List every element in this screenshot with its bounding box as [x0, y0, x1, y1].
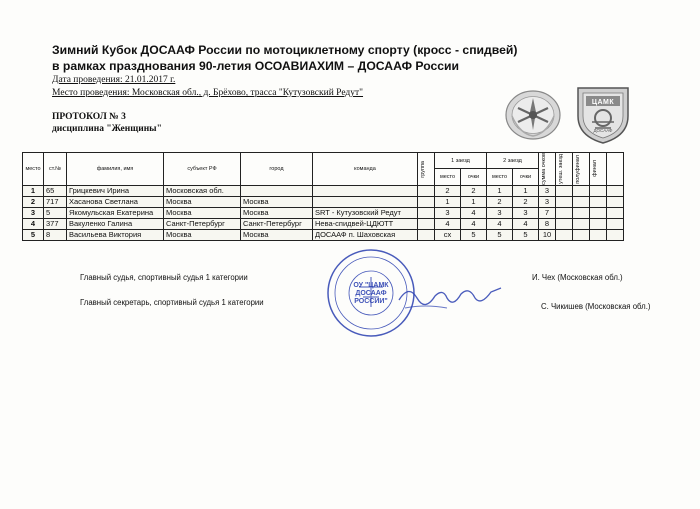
title-line-1: Зимний Кубок ДОСААФ России по мотоциклетному спорту (кросс - спидвей): [52, 43, 518, 57]
cell-semifinal: [573, 218, 590, 229]
header-name: фамилия, имя: [67, 153, 164, 186]
cell-semifinal: [573, 185, 590, 196]
cell-final: [590, 229, 607, 240]
cell-place: 3: [23, 207, 44, 218]
cell-heat2-place: 4: [487, 218, 513, 229]
results-table: [22, 152, 624, 241]
cell-place: 4: [23, 218, 44, 229]
cell-tiebreak: [556, 229, 573, 240]
tsamk-shield-logo: [572, 82, 634, 146]
cell-extra: [607, 196, 624, 207]
cell-number: 8: [44, 229, 67, 240]
cell-tiebreak: [556, 207, 573, 218]
cell-group: [418, 229, 435, 240]
cell-extra: [607, 229, 624, 240]
cell-semifinal: [573, 196, 590, 207]
cell-heat2-place: 1: [487, 185, 513, 196]
cell-heat1-points: 2: [461, 185, 487, 196]
chief-secretary-name: С. Чикишев (Московская обл.): [541, 302, 651, 311]
cell-place: 1: [23, 185, 44, 196]
cell-team: SRT - Кутузовский Редут: [313, 207, 418, 218]
cell-number: 5: [44, 207, 67, 218]
cell-tiebreak: [556, 185, 573, 196]
discipline-label: дисциплина "Женщины": [52, 124, 162, 134]
cell-place: 2: [23, 196, 44, 207]
cell-city: [241, 185, 313, 196]
cell-heat1-points: 4: [461, 218, 487, 229]
header-heat-1: 1 заезд: [435, 153, 487, 169]
cell-heat1-place: сх: [435, 229, 461, 240]
cell-sum: 8: [539, 218, 556, 229]
cell-semifinal: [573, 229, 590, 240]
header-city: город: [241, 153, 313, 186]
chief-judge-name: И. Чех (Московская обл.): [532, 273, 623, 282]
cell-region: Санкт-Петербург: [164, 218, 241, 229]
header-sum: сумма очков: [539, 153, 556, 186]
table-row: [23, 229, 624, 240]
cell-region: Москва: [164, 229, 241, 240]
cell-city: Москва: [241, 196, 313, 207]
cell-region: Москва: [164, 207, 241, 218]
header-final: финал: [590, 153, 607, 186]
cell-name: Васильева Виктория: [67, 229, 164, 240]
cell-sum: 10: [539, 229, 556, 240]
table-row: [23, 218, 624, 229]
chief-judge-title: Главный судья, спортивный судья 1 категории: [80, 273, 248, 282]
svg-text:ЦАМК: ЦАМК: [591, 99, 615, 106]
cell-name: Якомульская Екатерина: [67, 207, 164, 218]
cell-place: 5: [23, 229, 44, 240]
cell-heat2-points: 2: [513, 196, 539, 207]
cell-heat2-points: 3: [513, 207, 539, 218]
cell-heat1-place: 3: [435, 207, 461, 218]
cell-team: Нева-спидвей-ЦДЮТТ: [313, 218, 418, 229]
stamp-text: ОУ "ЦАМК ДОСААФ РОССИИ": [353, 282, 389, 305]
handwritten-signature: [395, 278, 505, 318]
cell-heat2-points: 5: [513, 229, 539, 240]
header-heat2-points: очки: [513, 169, 539, 185]
cell-heat1-points: 1: [461, 196, 487, 207]
cell-name: Вакуленко Галина: [67, 218, 164, 229]
title-line-2: в рамках празднования 90-летия ОСОАВИАХИМ – ДОСААФ России: [52, 59, 460, 73]
date-line: Дата проведения: 21.01.2017 г.: [52, 75, 176, 85]
svg-text:ДОСААФ: ДОСААФ: [593, 128, 613, 133]
cell-heat2-points: 4: [513, 218, 539, 229]
header-heat2-place: место: [487, 169, 513, 185]
cell-heat1-place: 2: [435, 185, 461, 196]
header-semifinal: полуфинал: [573, 153, 590, 186]
header-place: место: [23, 153, 44, 186]
header-region: субъект РФ: [164, 153, 241, 186]
cell-group: [418, 218, 435, 229]
table-row: [23, 207, 624, 218]
cell-region: Москва: [164, 196, 241, 207]
cell-extra: [607, 185, 624, 196]
cell-region: Московская обл.: [164, 185, 241, 196]
document-title: [52, 42, 522, 74]
cell-name: Грицкевич Ирина: [67, 185, 164, 196]
cell-semifinal: [573, 207, 590, 218]
cell-final: [590, 196, 607, 207]
header-team: команда: [313, 153, 418, 186]
cell-group: [418, 185, 435, 196]
cell-sum: 7: [539, 207, 556, 218]
cell-city: Санкт-Петербург: [241, 218, 313, 229]
cell-sum: 3: [539, 196, 556, 207]
header-tiebreak: утеш. заезд: [556, 153, 573, 186]
cell-team: [313, 185, 418, 196]
cell-number: 717: [44, 196, 67, 207]
chief-secretary-title: Главный секретарь, спортивный судья 1 категории: [80, 298, 264, 307]
header-group: группа: [418, 153, 435, 186]
cell-final: [590, 185, 607, 196]
cell-group: [418, 207, 435, 218]
cell-heat2-place: 3: [487, 207, 513, 218]
cell-tiebreak: [556, 218, 573, 229]
cell-extra: [607, 207, 624, 218]
header-heat-2: 2 заезд: [487, 153, 539, 169]
cell-heat1-points: 5: [461, 229, 487, 240]
cell-tiebreak: [556, 196, 573, 207]
cell-team: [313, 196, 418, 207]
header-heat1-points: очки: [461, 169, 487, 185]
cell-heat1-place: 4: [435, 218, 461, 229]
cell-city: Москва: [241, 229, 313, 240]
header-number: ст.№: [44, 153, 67, 186]
cell-number: 65: [44, 185, 67, 196]
cell-team: ДОСААФ п. Шаховская: [313, 229, 418, 240]
table-row: [23, 185, 624, 196]
cell-heat2-place: 2: [487, 196, 513, 207]
cell-city: Москва: [241, 207, 313, 218]
cell-heat2-points: 1: [513, 185, 539, 196]
dosaaf-emblem-icon: [500, 86, 566, 146]
header-heat1-place: место: [435, 169, 461, 185]
header-empty: [607, 153, 624, 186]
cell-final: [590, 218, 607, 229]
table-row: [23, 196, 624, 207]
place-line: Место проведения: Московская обл., д. Брёхово, трасса "Кутузовский Редут": [52, 88, 364, 98]
cell-heat2-place: 5: [487, 229, 513, 240]
cell-name: Хасанова Светлана: [67, 196, 164, 207]
cell-final: [590, 207, 607, 218]
cell-heat1-points: 4: [461, 207, 487, 218]
cell-sum: 3: [539, 185, 556, 196]
cell-extra: [607, 218, 624, 229]
cell-heat1-place: 1: [435, 196, 461, 207]
cell-group: [418, 196, 435, 207]
protocol-number: ПРОТОКОЛ № 3: [52, 112, 126, 122]
cell-number: 377: [44, 218, 67, 229]
